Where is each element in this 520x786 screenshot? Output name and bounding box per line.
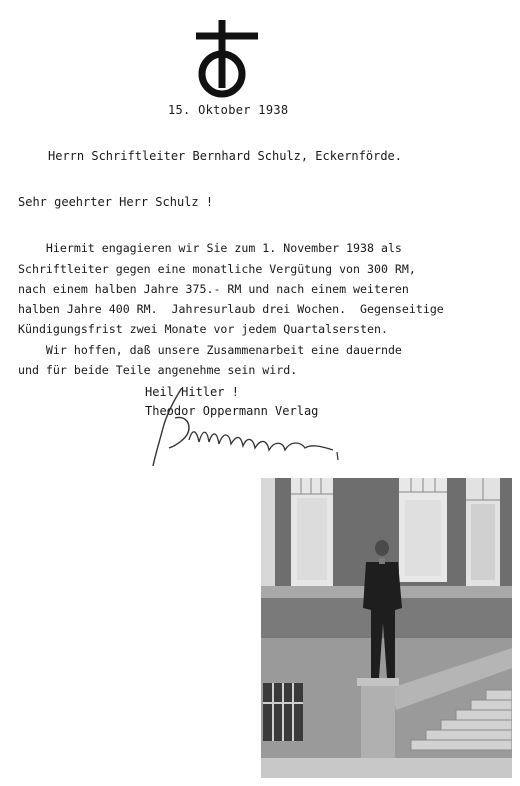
body-line: nach einem halben Jahre 375.- RM und nach einem weiteren (18, 281, 409, 296)
recipient-line: Herrn Schriftleiter Bernhard Schulz, Eckernförde. (48, 149, 403, 163)
body-line: und für beide Teile angenehme sein wird. (18, 363, 298, 378)
body-line: Kündigungsfrist zwei Monate vor jedem Quartalsersten. (18, 322, 388, 337)
closing-greeting: Heil Hitler ! (145, 385, 239, 399)
closing-company: Theodor Oppermann Verlag (145, 404, 319, 418)
photograph (261, 478, 512, 778)
letter-date: 15. Oktober 1938 (168, 103, 289, 117)
publisher-logo-icon (192, 18, 262, 100)
body-line: Wir hoffen, daß unsere Zusammenarbeit eine dauernde (18, 342, 402, 357)
body-line: Schriftleiter gegen eine monatliche Vergütung von 300 RM, (18, 261, 416, 276)
handwritten-signature-icon (145, 388, 345, 468)
salutation: Sehr geehrter Herr Schulz ! (18, 195, 214, 209)
body-line: Hiermit engagieren wir Sie zum 1. November 1938 als (18, 241, 402, 256)
body-line: halben Jahre 400 RM. Jahresurlaub drei Wochen. Gegenseitige (18, 302, 444, 317)
